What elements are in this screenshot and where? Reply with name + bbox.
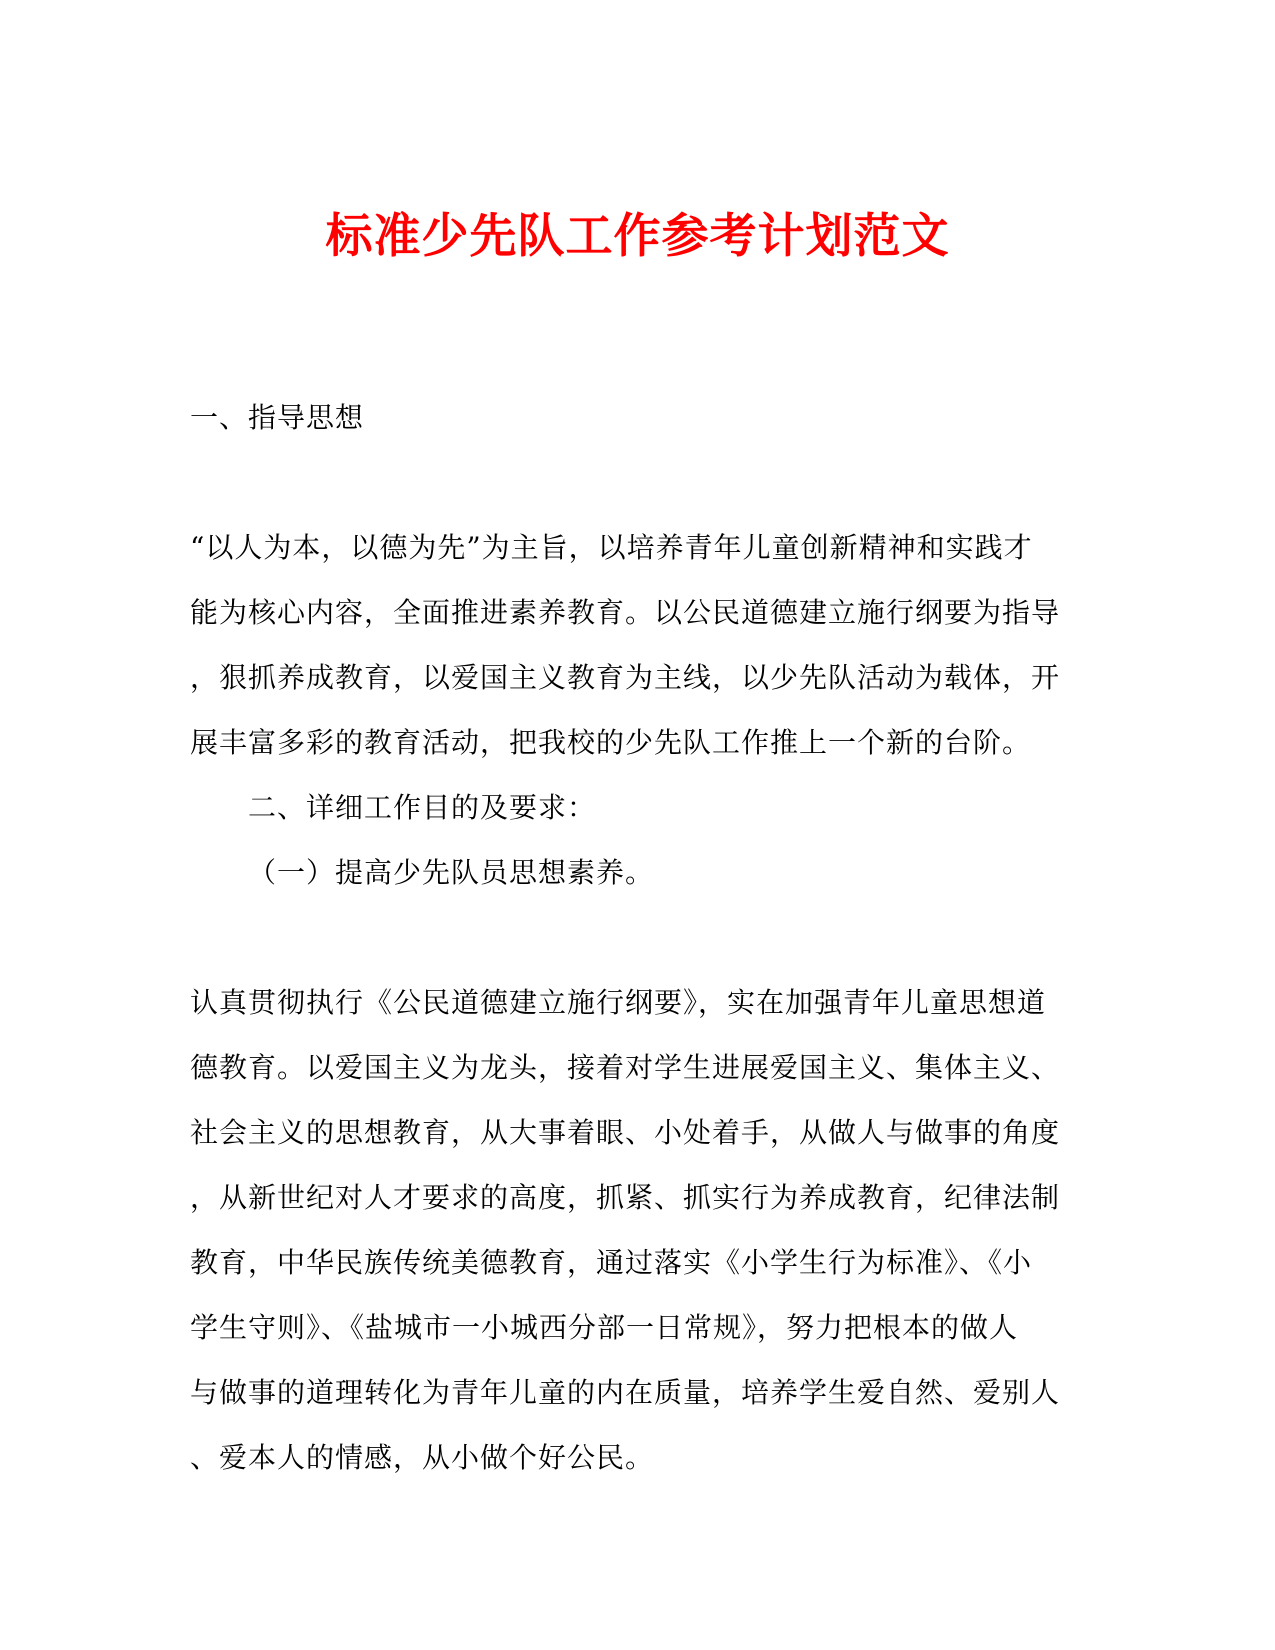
page-title: 标准少先队工作参考计划范文: [325, 209, 950, 265]
text-line: 与做事的道理转化为青年儿童的内在质量，培养学生爱自然、爱别人: [190, 1376, 1061, 1409]
section-heading-work-goals: 二、详细工作目的及要求：: [248, 791, 597, 824]
text-line: 认真贯彻执行《公民道德建立施行纲要》，实在加强青年儿童思想道: [190, 986, 1047, 1019]
text-line: 能为核心内容，全面推进素养教育。以公民道德建立施行纲要为指导: [190, 596, 1061, 629]
text-line: 德教育。以爱国主义为龙头，接着对学生进展爱国主义、集体主义、: [190, 1051, 1061, 1084]
text-line: 展丰富多彩的教育活动，把我校的少先队工作推上一个新的台阶。: [190, 726, 1032, 759]
text-line: ，狠抓养成教育，以爱国主义教育为主线，以少先队活动为载体，开: [190, 661, 1061, 694]
text-line: ，从新世纪对人才要求的高度，抓紧、抓实行为养成教育，纪律法制: [190, 1181, 1061, 1214]
text-line: 社会主义的思想教育，从大事着眼、小处着手，从做人与做事的角度: [190, 1116, 1061, 1149]
paragraph-moral-education: [190, 970, 1070, 1490]
paragraph-guiding-ideology: [190, 515, 1070, 775]
text-line: 、爱本人的情感，从小做个好公民。: [190, 1441, 655, 1474]
subsection-heading-ideology-quality: （一）提高少先队员思想素养。: [248, 856, 655, 889]
text-line: “以人为本，以德为先”为主旨，以培养青年儿童创新精神和实践才: [190, 531, 1033, 564]
section-heading-guiding-ideology: 一、指导思想: [190, 401, 365, 434]
text-line: 学生守则》、《盐城市一小城西分部一日常规》，努力把根本的做人: [190, 1311, 1019, 1344]
text-line: 教育，中华民族传统美德教育，通过落实《小学生行为标准》、《小: [190, 1246, 1033, 1279]
